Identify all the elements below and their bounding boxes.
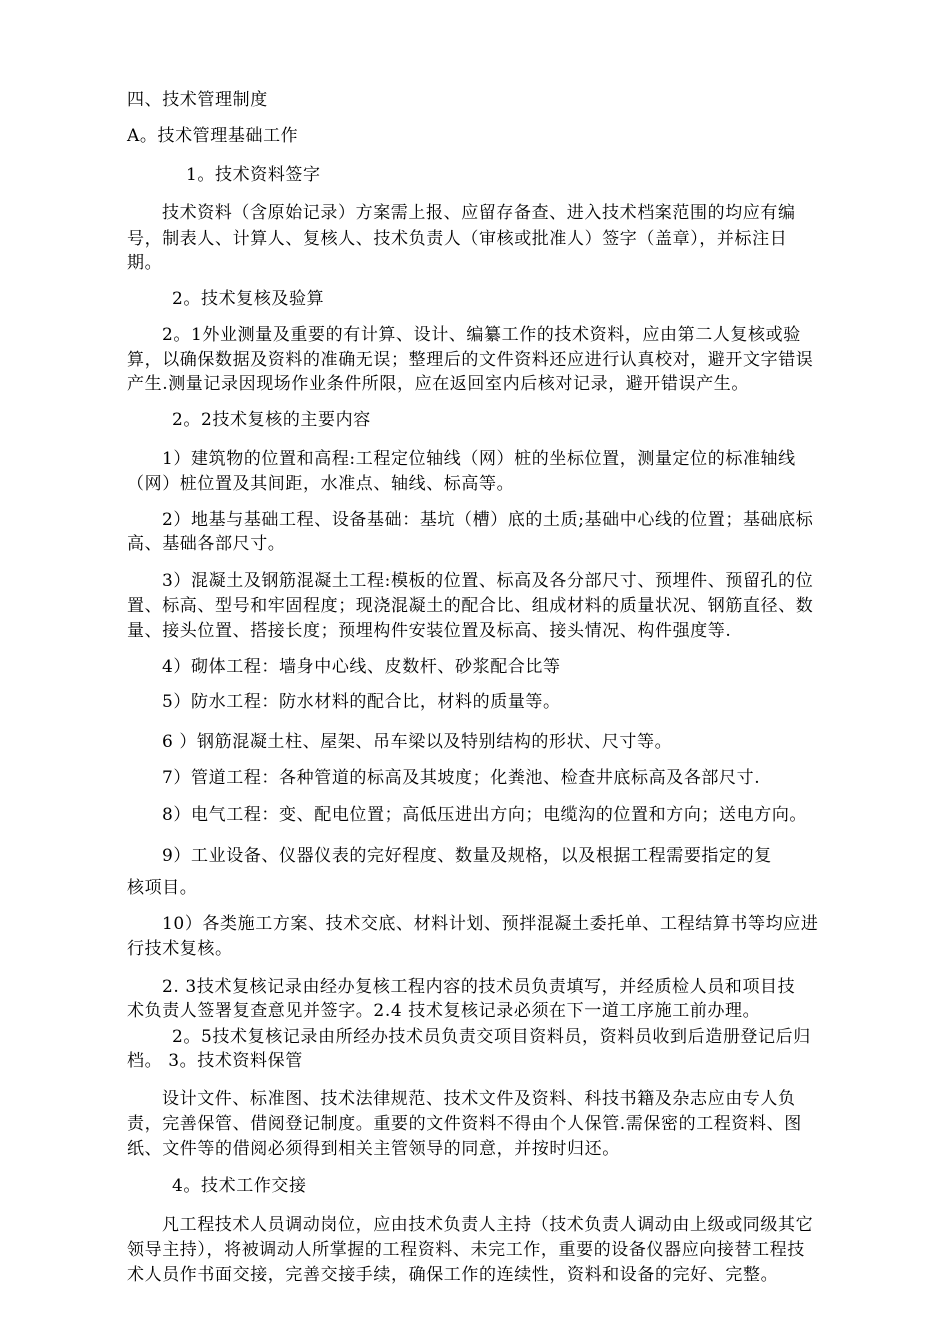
paragraph-line: 2）地基与基础工程、设备基础：基坑（槽）底的土质;基础中心线的位置；基础底标 <box>162 510 814 530</box>
paragraph-line: 产生.测量记录因现场作业条件所限，应在返回室内后核对记录，避开错误产生。 <box>127 374 750 394</box>
paragraph-line: 置、标高、型号和牢固程度；现浇混凝土的配合比、组成材料的质量状况、钢筋直径、数 <box>127 596 814 616</box>
paragraph-line: 期。 <box>127 253 163 273</box>
subheading-2: 2。技术复核及验算 <box>172 289 325 309</box>
paragraph-line: 档。 3。技术资料保管 <box>127 1051 303 1071</box>
paragraph-line: 术负责人签署复查意见并签字。2.4 技术复核记录必须在下一道工序施工前办理。 <box>127 1001 761 1021</box>
subheading-1: 1。技术资料签字 <box>186 165 321 185</box>
document-heading: 四、技术管理制度 <box>127 90 268 110</box>
paragraph-line: 号，制表人、计算人、复核人、技术负责人（审核或批准人）签字（盖章），并标注日 <box>127 229 788 249</box>
paragraph-line: （网）桩位置及其间距，水准点、轴线、标高等。 <box>127 474 515 494</box>
paragraph-line: 3）混凝土及钢筋混凝土工程:模板的位置、标高及各分部尺寸、预埋件、预留孔的位 <box>162 571 814 591</box>
paragraph-line: 领导主持），将被调动人所掌握的工程资料、未完工作，重要的设备仪器应向接替工程技 <box>127 1240 805 1260</box>
paragraph-line: 算，以确保数据及资料的准确无误；整理后的文件资料还应进行认真校对，避开文字错误 <box>127 350 814 370</box>
paragraph-line: 核项目。 <box>127 878 198 898</box>
paragraph-line: 行技术复核。 <box>127 939 233 959</box>
paragraph-line: 术人员作书面交接，完善交接手续，确保工作的连续性，资料和设备的完好、完整。 <box>127 1265 779 1285</box>
paragraph-line: 高、基础各部尺寸。 <box>127 534 286 554</box>
paragraph-line: 10）各类施工方案、技术交底、材料计划、预拌混凝土委托单、工程结算书等均应进 <box>162 914 819 934</box>
paragraph-line: 责，完善保管、借阅登记制度。重要的文件资料不得由个人保管.需保密的工程资料、图 <box>127 1114 802 1134</box>
paragraph-line: 技术资料（含原始记录）方案需上报、应留存备查、进入技术档案范围的均应有编 <box>162 203 796 223</box>
paragraph-line: 2。5技术复核记录由所经办技术员负责交项目资料员，资料员收到后造册登记后归 <box>172 1027 811 1047</box>
paragraph-line: 纸、文件等的借阅必须得到相关主管领导的同意，并按时归还。 <box>127 1139 620 1159</box>
paragraph-line: 2. 3技术复核记录由经办复核工程内容的技术员负责填写，并经质检人员和项目技 <box>162 977 796 997</box>
paragraph-line: 5）防水工程：防水材料的配合比，材料的质量等。 <box>162 692 561 712</box>
paragraph-line: 凡工程技术人员调动岗位，应由技术负责人主持（技术负责人调动由上级或同级其它 <box>162 1215 814 1235</box>
paragraph-line: 设计文件、标准图、技术法律规范、技术文件及资料、科技书籍及杂志应由专人负 <box>162 1089 796 1109</box>
section-a-heading: A。技术管理基础工作 <box>127 126 299 146</box>
paragraph-line: 7）管道工程：各种管道的标高及其坡度；化粪池、检查井底标高及各部尺寸. <box>162 768 761 788</box>
paragraph-line: 2。1外业测量及重要的有计算、设计、编纂工作的技术资料，应由第二人复核或验 <box>162 325 801 345</box>
paragraph-line: 8）电气工程：变、配电位置；高低压进出方向；电缆沟的位置和方向；送电方向。 <box>162 805 808 825</box>
paragraph-line: 4）砌体工程：墙身中心线、皮数杆、砂浆配合比等 <box>162 657 561 677</box>
paragraph-line: 6 ）钢筋混凝土柱、屋架、吊车梁以及特别结构的形状、尺寸等。 <box>162 732 673 752</box>
paragraph-line: 1）建筑物的位置和高程:工程定位轴线（网）桩的坐标位置，测量定位的标准轴线 <box>162 449 796 469</box>
paragraph-line: 量、接头位置、搭接长度；预埋构件安装位置及标高、接头情况、构件强度等. <box>127 621 732 641</box>
subheading-2-2: 2。2技术复核的主要内容 <box>172 410 371 430</box>
subheading-4: 4。技术工作交接 <box>172 1176 307 1196</box>
paragraph-line: 9）工业设备、仪器仪表的完好程度、数量及规格，以及根据工程需要指定的复 <box>162 846 772 866</box>
